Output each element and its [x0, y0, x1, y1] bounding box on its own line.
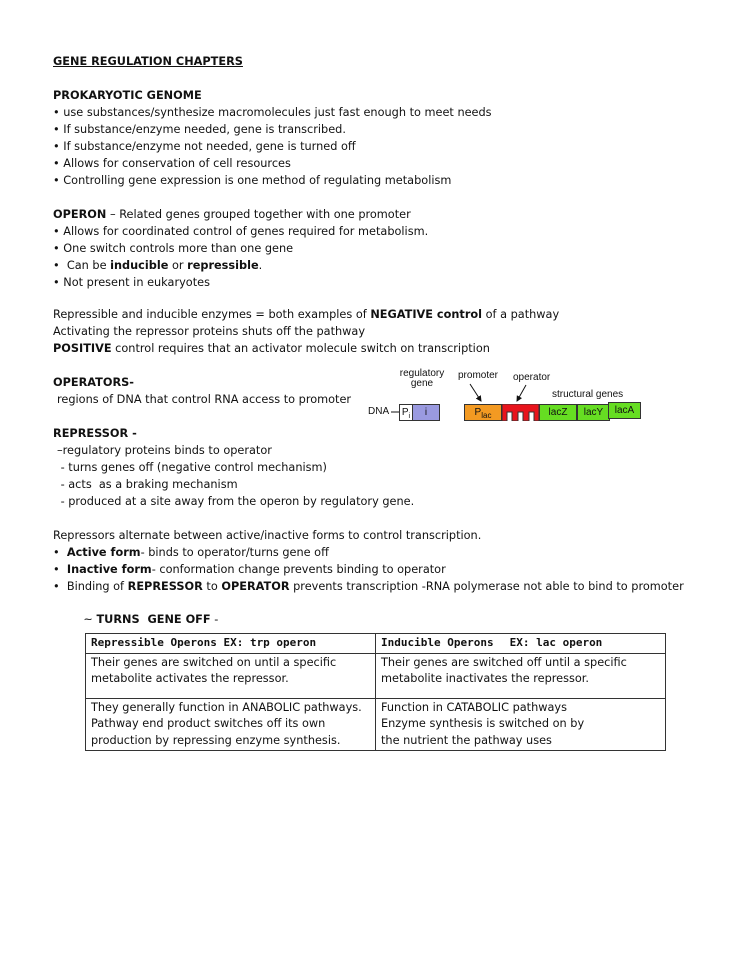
cell-line: They generally function in ANABOLIC pathways. — [91, 700, 362, 714]
table-header-cell — [86, 634, 376, 654]
lacy-box: lacY — [577, 404, 610, 421]
promoter-arrow — [470, 384, 481, 401]
negative-control-line — [53, 307, 559, 323]
regulatory-gene-label: regulatory gene — [399, 368, 445, 389]
cell-line: the nutrient the pathway uses — [381, 733, 552, 747]
text-span: Repressible and inducible enzymes = both examples of — [53, 308, 371, 321]
operator-arrow — [517, 385, 526, 401]
cell-line: Function in CATABOLIC pathways — [381, 700, 567, 714]
lac-operon-diagram — [368, 369, 668, 425]
active-form-term: Active form — [66, 546, 141, 559]
table-cell — [376, 698, 666, 751]
prokaryotic-bullet: • If substance/enzyme needed, gene is transcribed. — [53, 122, 346, 138]
inducible-term: inducible — [110, 259, 169, 272]
table-row — [86, 634, 666, 654]
text-span: or — [168, 259, 188, 272]
page-title: GENE REGULATION CHAPTERS — [53, 55, 243, 68]
operon-bullet-inducible — [53, 258, 262, 274]
regulatory-gene-box: i — [412, 404, 440, 421]
prokaryotic-bullet: • use substances/synthesize macromolecules just fast enough to meet needs — [53, 105, 492, 121]
structural-genes-label: structural genes — [552, 389, 624, 400]
operon-heading: OPERON — [53, 208, 107, 221]
text-span: control requires that an activator molecule switch on transcription — [111, 342, 490, 355]
cell-line: Enzyme synthesis is switched on by — [381, 717, 585, 730]
text-span: to — [202, 580, 222, 593]
inactive-form-term: Inactive form — [66, 563, 152, 576]
table-cell: Their genes are switched on until a specific metabolite activates the repressor. — [86, 653, 376, 698]
negative-control-term: NEGATIVE control — [370, 308, 483, 321]
text-span: - conformation change prevents binding to operator — [151, 563, 446, 576]
plac-subscript: lac — [481, 411, 492, 420]
inducible-header-example: EX: lac operon — [509, 636, 603, 649]
inactive-form-bullet — [53, 562, 446, 578]
table-header-cell — [376, 634, 666, 654]
operator-shape — [502, 404, 539, 421]
operators-heading: OPERATORS- — [53, 376, 134, 389]
text-span: of a pathway — [482, 308, 560, 321]
turns-gene-off-line — [69, 596, 219, 626]
binding-bullet — [53, 579, 684, 595]
operon-intro: – Related genes grouped together with one promoter — [106, 208, 411, 221]
operator-box — [502, 404, 539, 421]
text-span: . — [258, 259, 263, 272]
positive-control-line — [53, 341, 490, 357]
repressible-header: Repressible Operons EX: trp operon — [91, 636, 317, 649]
operon-bullet: • One switch controls more than one gene — [53, 241, 293, 257]
repressor-line: - acts as a braking mechanism — [57, 478, 238, 491]
operator-term: OPERATOR — [221, 580, 290, 593]
prokaryotic-bullet: • If substance/enzyme not needed, gene is turned off — [53, 139, 356, 155]
text-span: ~ — [83, 613, 97, 626]
prokaryotic-bullet: • Allows for conservation of cell resources — [53, 156, 291, 172]
repressible-term: repressible — [187, 259, 259, 272]
operator-label: operator — [513, 372, 551, 383]
repressor-term: REPRESSOR — [127, 580, 203, 593]
forms-intro: Repressors alternate between active/inactive forms to control transcription. — [53, 529, 482, 542]
table-cell: Their genes are switched off until a specific metabolite inactivates the repressor. — [376, 653, 666, 698]
repressor-line: - produced at a site away from the operon by regulatory gene. — [57, 495, 415, 508]
operon-bullet: • Allows for coordinated control of genes required for metabolism. — [53, 224, 428, 240]
table-row — [86, 698, 666, 751]
pi-subscript: i — [408, 413, 411, 420]
table-cell — [86, 698, 376, 751]
text-span: - binds to operator/turns gene off — [140, 546, 329, 559]
inducible-header: Inducible Operons — [381, 636, 494, 649]
repressor-activation-line: Activating the repressor proteins shuts off the pathway — [53, 325, 366, 338]
repressor-line: –regulatory proteins binds to operator — [57, 444, 272, 457]
table-row — [86, 653, 666, 698]
text-span: Can be — [66, 259, 111, 272]
operon-bullet: • Not present in eukaryotes — [53, 275, 210, 291]
operon-comparison-table — [85, 633, 666, 751]
operon-definition — [53, 207, 411, 223]
dna-label: DNA — [368, 406, 390, 417]
plac-text: P — [474, 407, 482, 418]
operators-text: regions of DNA that control RNA access to promoter — [57, 393, 352, 406]
promoter-box — [464, 404, 502, 421]
positive-control-term: POSITIVE — [53, 342, 112, 355]
text-span: prevents transcription -RNA polymerase not able to bind to promoter — [289, 580, 684, 593]
pi-text: P — [401, 407, 409, 418]
laca-box: lacA — [608, 402, 641, 419]
repressor-heading: REPRESSOR - — [53, 427, 137, 440]
cell-line: Pathway end product switches off its own production by repressing enzyme synthesis. — [91, 717, 341, 747]
lacz-box: lacZ — [539, 404, 577, 421]
pi-box — [399, 404, 413, 421]
promoter-label: promoter — [458, 370, 499, 381]
prokaryotic-heading: PROKARYOTIC GENOME — [53, 89, 202, 102]
active-form-bullet — [53, 545, 329, 561]
turns-gene-off-term: TURNS GENE OFF — [96, 613, 211, 626]
prokaryotic-bullet: • Controlling gene expression is one method of regulating metabolism — [53, 173, 451, 189]
repressor-line: - turns genes off (negative control mechanism) — [57, 461, 327, 474]
text-span: Binding of — [66, 580, 128, 593]
text-span: - — [210, 613, 219, 626]
